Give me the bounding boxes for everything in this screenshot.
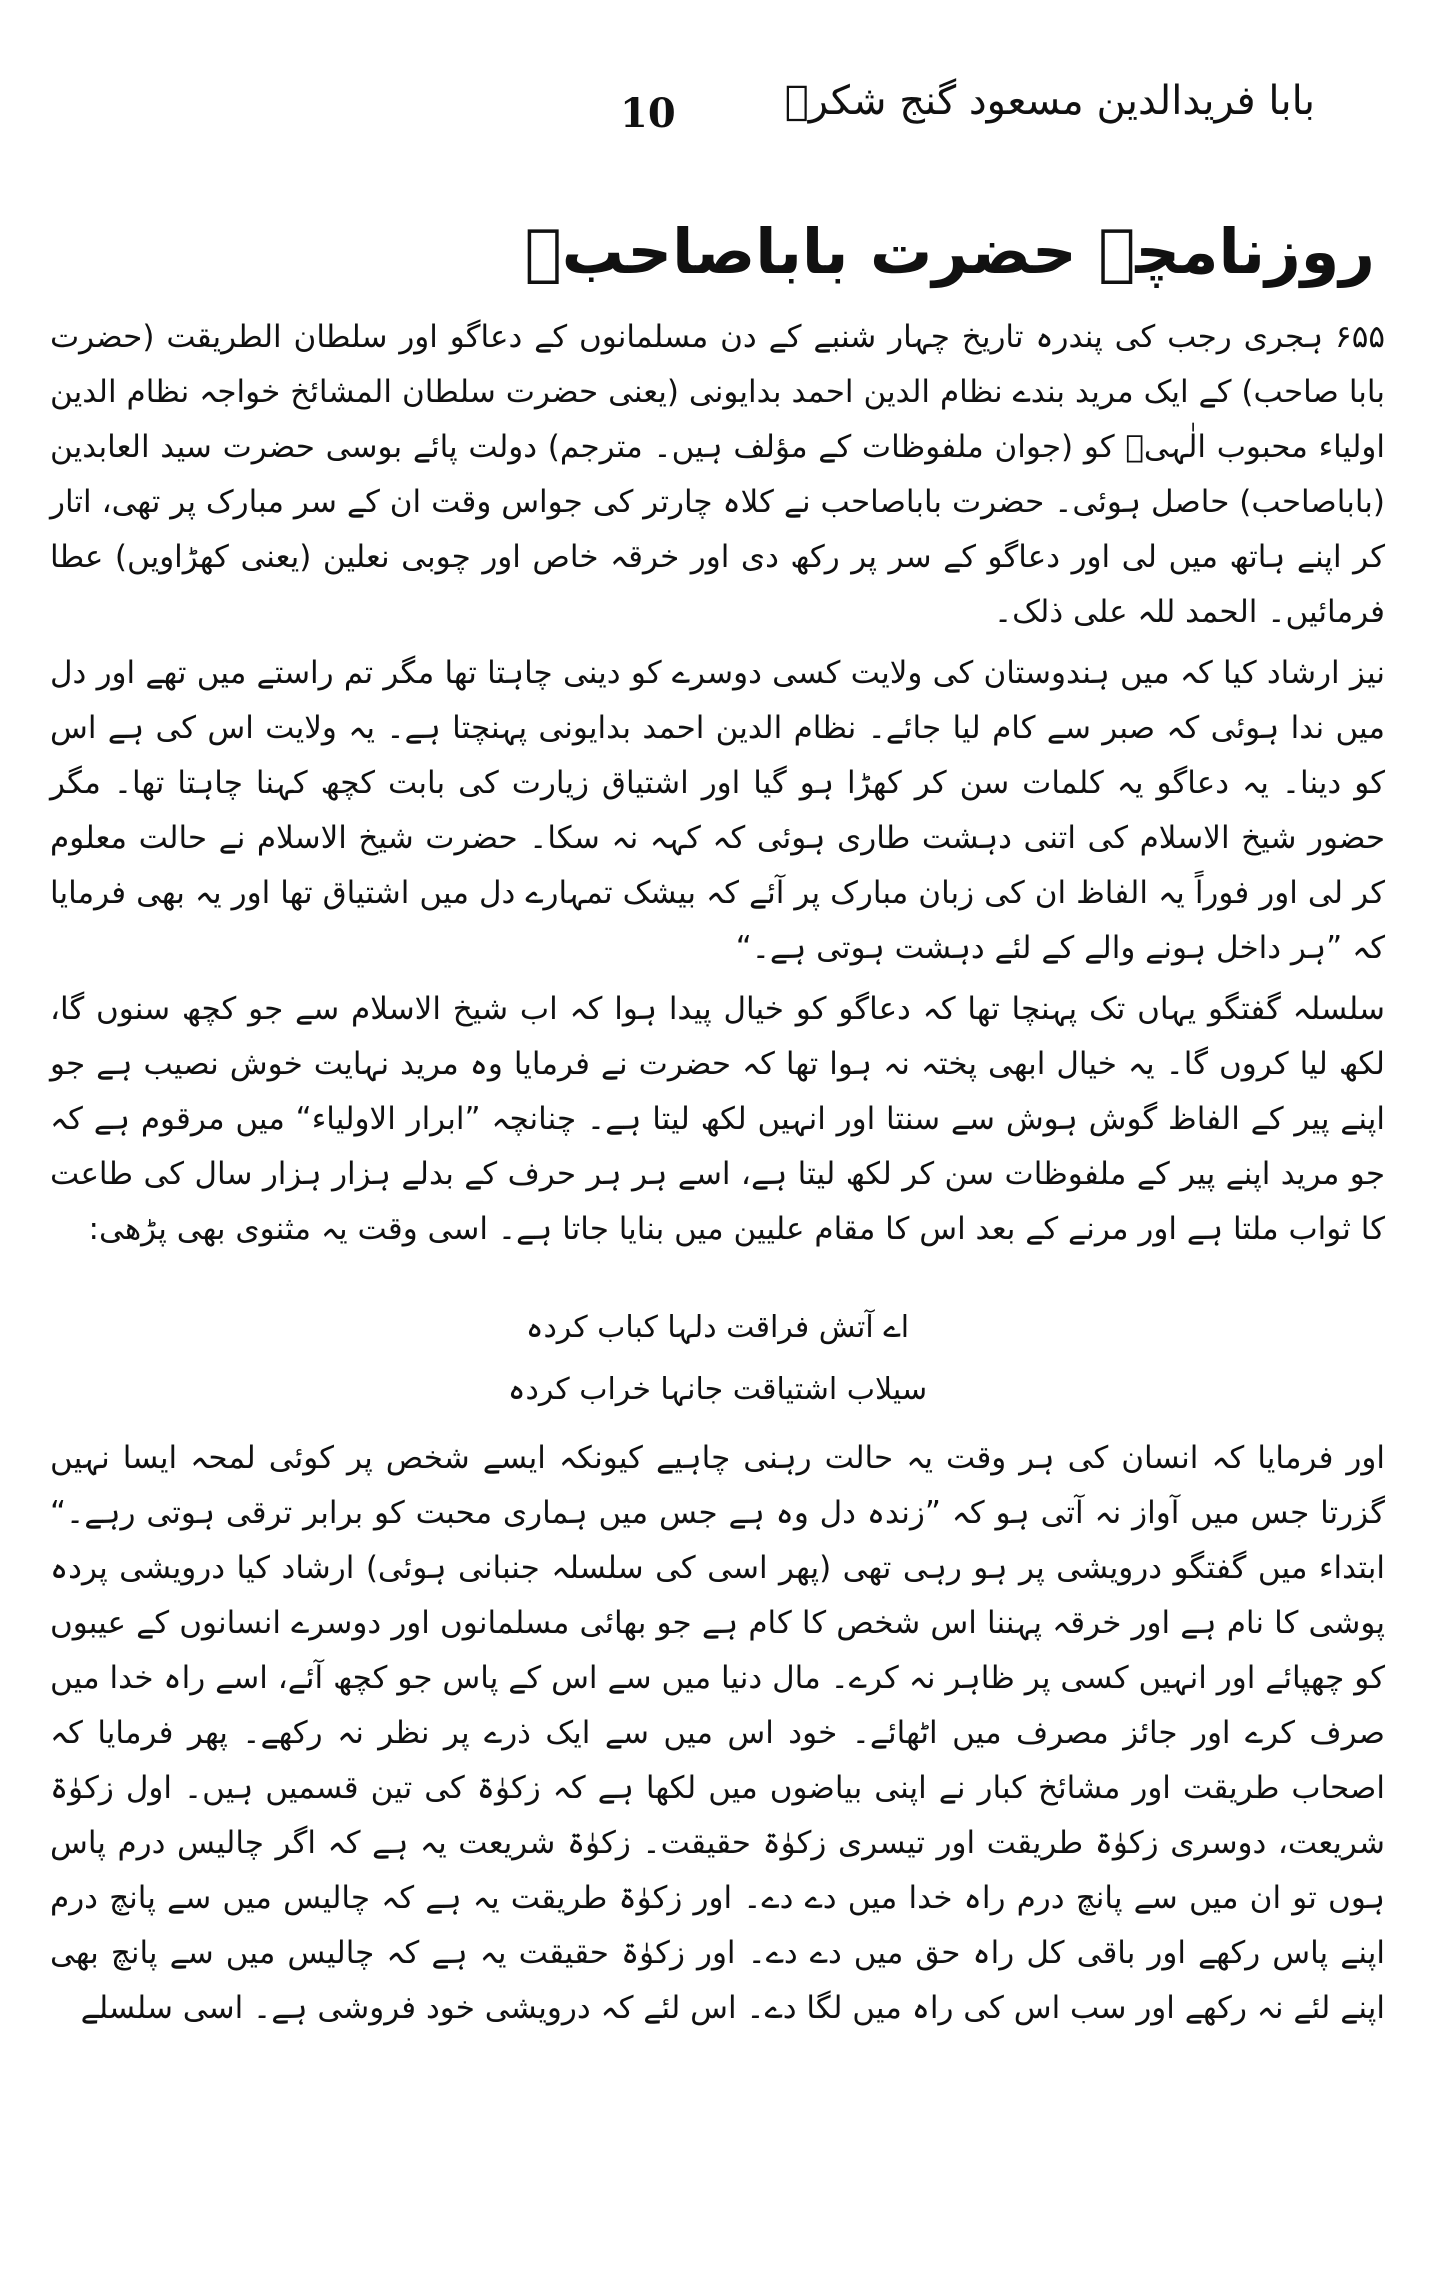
verse-line-1: اے آتش فراقت دلہا کباب کردہ — [525, 1310, 910, 1345]
body-text — [50, 310, 1385, 2036]
running-title: بابا فریدالدین مسعود گنج شکرؒ — [784, 78, 1315, 124]
paragraph-4: اور فرمایا کہ انسان کی ہر وقت یہ حالت رہنی چاہیے کیونکہ ایسے شخص پر کوئی لمحہ ایسا نہیں گزرتا جس میں آواز نہ آتی ہو کہ ”زندہ دل وہ ہے جس میں ہماری محبت کو برابر ترقی ہوتی رہے۔“ ابتداء میں گفتگو درویشی پر ہو رہی تھی (پھر اسی کی سلسلہ جنبانی ہوئی) ارشاد کیا درویشی پردہ پوشی کا نام ہے اور خرقہ پہننا اس شخص کا کام ہے جو بھائی مسلمانوں اور دوسرے انسانوں کے عیبوں کو چھپائے اور انہیں کسی پر ظاہر نہ کرے۔ مال دنیا میں سے اس کے پاس جو کچھ آئے، اسے راہ خدا میں صرف کرے اور جائز مصرف میں اٹھائے۔ خود اس میں سے ایک ذرے پر نظر نہ رکھے۔ پھر فرمایا کہ اصحاب طریقت اور مشائخ کبار نے اپنی بیاضوں میں لکھا ہے کہ زکوٰۃ کی تین قسمیں ہیں۔ اول زکوٰۃ شریعت، دوسری زکوٰۃ طریقت اور تیسری زکوٰۃ حقیقت۔ زکوٰۃ شریعت یہ ہے کہ اگر چالیس درم پاس ہوں تو ان میں سے پانچ درم راہ خدا میں دے دے۔ اور زکوٰۃ طریقت یہ ہے کہ چالیس میں سے پانچ درم اپنے پاس رکھے اور باقی کل راہ حق میں دے دے۔ اور زکوٰۃ حقیقت یہ ہے کہ چالیس میں سے پانچ بھی اپنے لئے نہ رکھے اور سب اس کی راہ میں لگا دے۔ اس لئے کہ درویشی خود فروشی ہے۔ اسی سلسلے — [50, 1440, 1385, 2026]
persian-couplet — [50, 1297, 1385, 1421]
page-header — [60, 38, 1385, 137]
page-number: 10 — [620, 90, 676, 137]
verse-line-2: سیلاب اشتیاقت جانہا خراب کردہ — [507, 1372, 928, 1407]
paragraph-1: ۶۵۵ ہجری رجب کی پندرہ تاریخ چہار شنبے کے دن مسلمانوں کے دعاگو اور سلطان الطریقت (حضرت بابا صاحب) کے ایک مرید بندے نظام الدین احمد بدایونی (یعنی حضرت سلطان المشائخ خواجہ نظام الدین اولیاء محبوب الٰہیؒ کو (جوان ملفوظات کے مؤلف ہیں۔ مترجم) دولت پائے بوسی حضرت سید العابدین (باباصاحب) حاصل ہوئی۔ حضرت باباصاحب نے کلاہ چارتر کی جواس وقت ان کے سر مبارک پر تھی، اتار کر اپنے ہاتھ میں لی اور دعاگو کے سر پر رکھ دی اور خرقہ خاص اور چوبی نعلین (یعنی کھڑاویں) عطا فرمائیں۔ الحمد للہ علی ذلک۔ — [50, 319, 1385, 630]
paragraph-3: سلسلہ گفتگو یہاں تک پہنچا تھا کہ دعاگو کو خیال پیدا ہوا کہ اب شیخ الاسلام سے جو کچھ سنوں گا، لکھ لیا کروں گا۔ یہ خیال ابھی پختہ نہ ہوا تھا کہ حضرت نے فرمایا وہ مرید نہایت خوش نصیب ہے جو اپنے پیر کے الفاظ گوش ہوش سے سنتا اور انہیں لکھ لیتا ہے۔ چنانچہ ”ابرار الاولیاء“ میں مرقوم ہے کہ جو مرید اپنے پیر کے ملفوظات سن کر لکھ لیتا ہے، اسے ہر ہر حرف کے بدلے ہزار ہزار سال کی طاعت کا ثواب ملتا ہے اور مرنے کے بعد اس کا مقام علیین میں بنایا جاتا ہے۔ اسی وقت یہ مثنوی بھی پڑھی: — [50, 991, 1385, 1247]
chapter-heading: روزنامچہ حضرت باباصاحبؒ — [524, 215, 1375, 288]
paragraph-2: نیز ارشاد کیا کہ میں ہندوستان کی ولایت کسی دوسرے کو دینی چاہتا تھا مگر تم راستے میں تھے اور دل میں ندا ہوئی کہ صبر سے کام لیا جائے۔ نظام الدین احمد بدایونی پہنچتا ہے۔ یہ ولایت اس کی ہے اس کو دینا۔ یہ دعاگو یہ کلمات سن کر کھڑا ہو گیا اور اشتیاق زیارت کی بابت کچھ کہنا چاہتا تھا۔ مگر حضور شیخ الاسلام کی اتنی دہشت طاری ہوئی کہ کہہ نہ سکا۔ حضرت شیخ الاسلام نے حالت معلوم کر لی اور فوراً یہ الفاظ ان کی زبان مبارک پر آئے کہ بیشک تمہارے دل میں اشتیاق تھا اور یہ بھی فرمایا کہ ”ہر داخل ہونے والے کے لئے دہشت ہوتی ہے۔“ — [50, 655, 1385, 966]
